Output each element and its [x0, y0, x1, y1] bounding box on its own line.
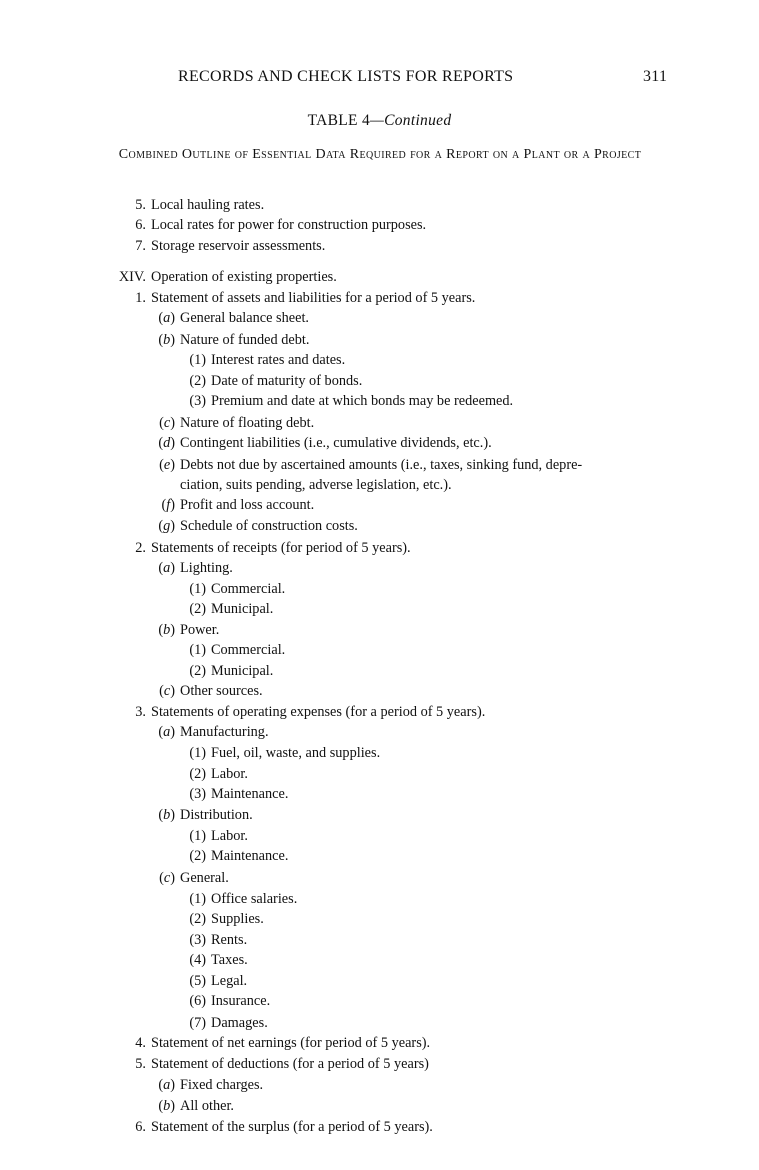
running-head-title: RECORDS AND CHECK LISTS FOR REPORTS	[178, 68, 514, 85]
outline-item-text: General balance sheet.	[180, 310, 309, 326]
table-number: TABLE 4	[307, 112, 371, 129]
outline-item	[158, 1075, 264, 1095]
outline-item-text: Office salaries.	[211, 891, 298, 907]
outline-item-label: (4)	[189, 952, 206, 968]
outline-item-label: (d)	[158, 435, 175, 451]
outline-item-text: General.	[180, 870, 229, 886]
outline-item-label: (c)	[159, 870, 175, 886]
outline-item	[158, 558, 233, 578]
outline-item	[118, 267, 337, 287]
table-continued: —Continued	[370, 112, 452, 129]
outline-item-text: Profit and loss account.	[180, 497, 315, 513]
outline-item-label: (2)	[189, 663, 206, 679]
outline-item-label: (a)	[158, 1077, 175, 1093]
outline-item	[159, 413, 315, 433]
outline-item-label: (g)	[158, 518, 175, 534]
outline-item-label: (2)	[189, 601, 206, 617]
outline-item	[159, 455, 583, 475]
outline-item-label: 6.	[135, 1119, 146, 1135]
running-head	[0, 68, 759, 92]
outline-item	[135, 236, 326, 256]
outline-item-label: (3)	[189, 932, 206, 948]
outline-item-text: Interest rates and dates.	[211, 352, 346, 368]
outline-item-text: Nature of funded debt.	[180, 332, 310, 348]
outline-item-label: (b)	[158, 332, 175, 348]
outline-item-text: Fixed charges.	[180, 1077, 264, 1093]
outline-item-text: Statement of assets and liabilities for a period of 5 years.	[151, 290, 476, 306]
outline-item	[158, 620, 220, 640]
outline-item-label: 2.	[135, 540, 146, 556]
outline-item-label: 5.	[135, 197, 146, 213]
outline-item	[158, 722, 269, 742]
outline-item	[135, 538, 411, 558]
outline-item	[159, 868, 229, 888]
outline-item	[189, 371, 363, 391]
outline-item-label: 5.	[135, 1056, 146, 1072]
outline-item-text: Municipal.	[211, 601, 274, 617]
outline-item-text: Labor.	[211, 766, 248, 782]
outline-item-label: XIV.	[118, 269, 146, 285]
outline-item-label: (f)	[161, 497, 175, 513]
outline-item	[189, 350, 346, 370]
outline-item	[189, 764, 248, 784]
outline-item-text: Distribution.	[180, 807, 253, 823]
outline-item-label: 3.	[135, 704, 146, 720]
outline-item	[189, 1013, 268, 1033]
table-subtitle: Combined Outline of Essential Data Required for a Report on a Plant or a Project	[118, 147, 642, 162]
outline-item-text: Operation of existing properties.	[151, 269, 337, 285]
table-title	[0, 112, 759, 130]
outline-item-text: Premium and date at which bonds may be redeemed.	[211, 393, 514, 409]
outline-item-label: (a)	[158, 310, 175, 326]
outline-item-text: Fuel, oil, waste, and supplies.	[211, 745, 381, 761]
outline-item-text: Legal.	[211, 973, 248, 989]
outline-item-label: (a)	[158, 560, 175, 576]
outline-item	[189, 846, 289, 866]
outline-item	[158, 805, 253, 825]
outline-item-label: (1)	[189, 745, 206, 761]
outline-item	[158, 433, 492, 453]
outline-item-text: Date of maturity of bonds.	[211, 373, 363, 389]
outline-item-label: (b)	[158, 807, 175, 823]
outline-item-label: (1)	[189, 581, 206, 597]
outline-item-text: Storage reservoir assessments.	[151, 238, 326, 254]
outline-item-text: Manufacturing.	[180, 724, 269, 740]
outline-item	[189, 971, 248, 991]
outline-item-text: Damages.	[211, 1015, 268, 1031]
outline-item-text: Statement of deductions (for a period of 5 years)	[151, 1056, 429, 1072]
outline-item-text: ciation, suits pending, adverse legislation, etc.).	[180, 477, 452, 493]
outline-item-label: 4.	[135, 1035, 146, 1051]
outline-item-text: Debts not due by ascertained amounts (i.e., taxes, sinking fund, depre-	[180, 457, 583, 473]
outline-item	[135, 215, 427, 235]
outline-item-text: All other.	[180, 1098, 235, 1114]
outline-item-label: (2)	[189, 373, 206, 389]
outline-item-label: (1)	[189, 642, 206, 658]
page-number: 311	[643, 68, 668, 85]
outline-item	[189, 391, 514, 411]
outline-item	[189, 826, 248, 846]
outline-item	[189, 599, 274, 619]
outline-item-label: 1.	[135, 290, 146, 306]
outline-item-label: (2)	[189, 911, 206, 927]
outline-item-label: (7)	[189, 1015, 206, 1031]
outline-item-text: Commercial.	[211, 642, 286, 658]
outline-item-label: 6.	[135, 217, 146, 233]
outline-item-label: (6)	[189, 993, 206, 1009]
outline-item	[189, 579, 286, 599]
outline-item-text: Commercial.	[211, 581, 286, 597]
outline-item	[135, 1117, 433, 1137]
outline-item	[189, 661, 274, 681]
outline-item-label: (b)	[158, 1098, 175, 1114]
outline-item-label: (3)	[189, 393, 206, 409]
outline-item	[189, 991, 271, 1011]
outline-item	[135, 1054, 429, 1074]
outline-item	[158, 516, 358, 536]
outline-item-label: 7.	[135, 238, 146, 254]
outline-item	[189, 930, 248, 950]
outline-item-text: Maintenance.	[211, 848, 289, 864]
outline-item-label: (1)	[189, 891, 206, 907]
outline-item-label: (1)	[189, 352, 206, 368]
outline-item-text: Local rates for power for construction purposes.	[151, 217, 427, 233]
outline-item-label: (c)	[159, 415, 175, 431]
outline-item	[158, 330, 310, 350]
outline-item	[189, 640, 286, 660]
outline-item	[189, 909, 264, 929]
outline-item-text: Power.	[180, 622, 220, 638]
outline-item-text: Supplies.	[211, 911, 264, 927]
outline-item-text: Statement of net earnings (for period of 5 years).	[151, 1035, 431, 1051]
outline-item-label: (a)	[158, 724, 175, 740]
outline-item-text: Maintenance.	[211, 786, 289, 802]
outline-item-text: Statements of receipts (for period of 5 years).	[151, 540, 411, 556]
outline-item-text: Schedule of construction costs.	[180, 518, 358, 534]
outline-item	[189, 950, 248, 970]
outline-item	[135, 1033, 431, 1053]
outline-item	[161, 495, 315, 515]
outline-item	[189, 784, 289, 804]
outline-item-label: (3)	[189, 786, 206, 802]
outline-item-label: (1)	[189, 828, 206, 844]
outline-item-label: (b)	[158, 622, 175, 638]
outline-item-text: Taxes.	[211, 952, 248, 968]
outline-item	[135, 702, 486, 722]
outline-item-text: Contingent liabilities (i.e., cumulative dividends, etc.).	[180, 435, 492, 451]
outline-item	[189, 889, 298, 909]
outline-item-text: Lighting.	[180, 560, 233, 576]
outline-item	[158, 1096, 235, 1116]
outline-item-text: Labor.	[211, 828, 248, 844]
outline-item	[189, 743, 381, 763]
outline-item	[158, 308, 309, 328]
outline-item	[135, 288, 476, 308]
outline-item-label: (2)	[189, 766, 206, 782]
outline-item-label: (c)	[159, 683, 175, 699]
outline-item-label: (e)	[159, 457, 175, 473]
outline-item-label: (2)	[189, 848, 206, 864]
outline-item-text: Municipal.	[211, 663, 274, 679]
outline-item	[135, 195, 265, 215]
outline-item-text: Rents.	[211, 932, 248, 948]
outline-item-text: Statements of operating expenses (for a period of 5 years).	[151, 704, 486, 720]
outline-item	[159, 681, 263, 701]
outline-item-text: Statement of the surplus (for a period of 5 years).	[151, 1119, 433, 1135]
outline-item-label: (5)	[189, 973, 206, 989]
outline-item-text: Insurance.	[211, 993, 271, 1009]
outline-item-text: Other sources.	[180, 683, 263, 699]
outline-item-text: Local hauling rates.	[151, 197, 265, 213]
outline-item	[180, 475, 452, 495]
outline-item-text: Nature of floating debt.	[180, 415, 315, 431]
